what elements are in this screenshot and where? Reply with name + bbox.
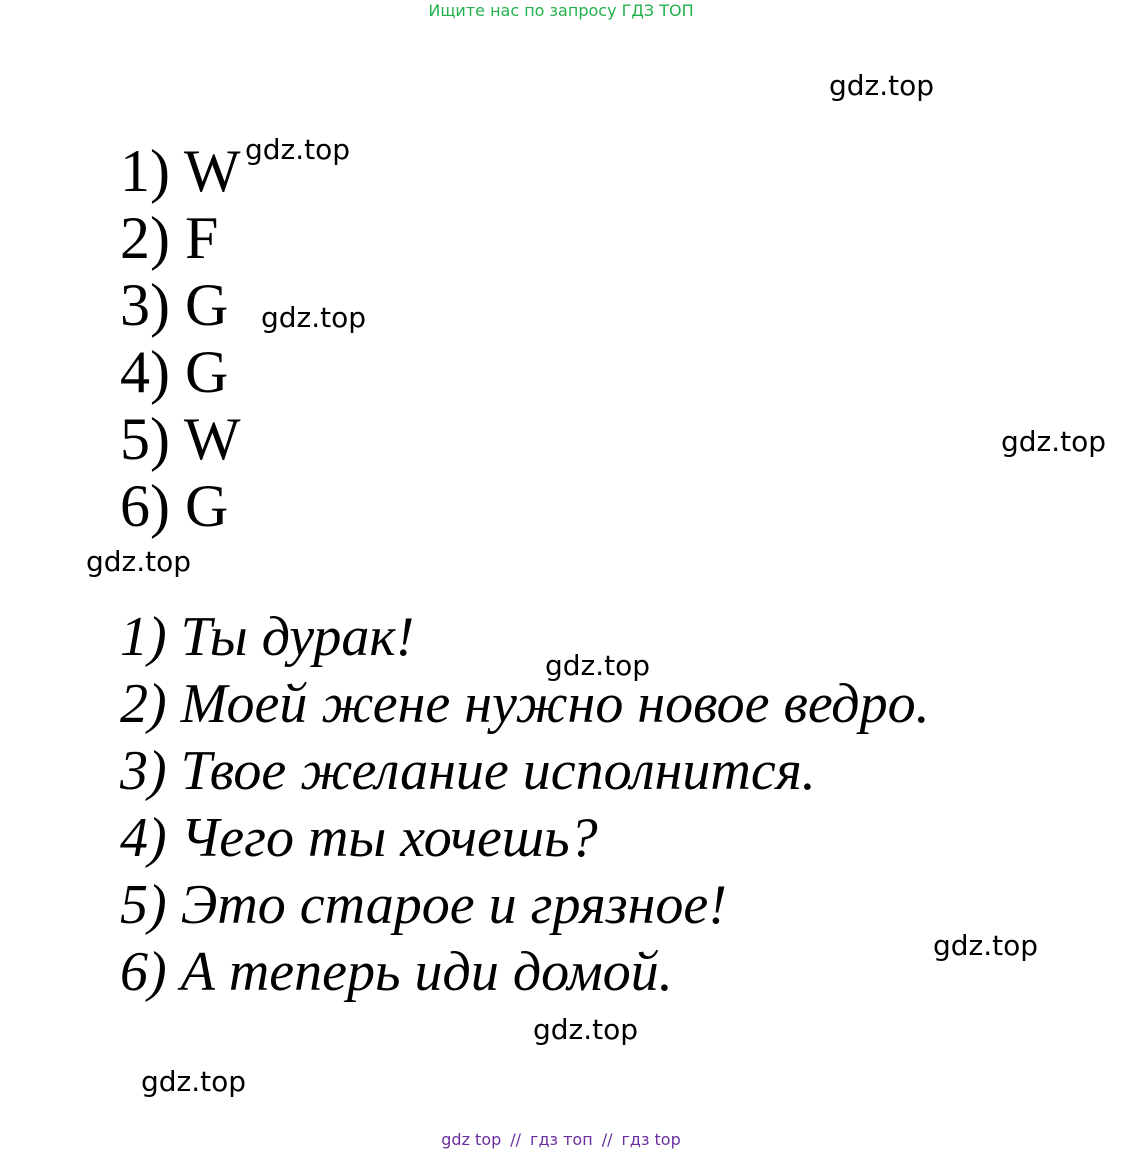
top-banner: Ищите нас по запросу ГДЗ ТОП	[428, 1, 694, 20]
answer-letter: F	[184, 205, 219, 271]
translation-number: 4)	[120, 807, 167, 869]
answer-item	[120, 406, 241, 473]
answer-number: 3)	[120, 272, 170, 338]
answer-letter: G	[184, 339, 229, 405]
translation-item	[120, 671, 930, 738]
translation-text: Ты дурак!	[180, 606, 415, 668]
translation-number: 6)	[120, 941, 167, 1003]
answer-item	[120, 138, 241, 205]
answer-letter: W	[183, 138, 241, 204]
footer-link[interactable]: gdz top	[441, 1130, 502, 1149]
answer-number: 6)	[120, 473, 170, 539]
answer-letter: G	[184, 473, 229, 539]
watermark: gdz.top	[1001, 425, 1107, 458]
footer-link[interactable]: гдз top	[621, 1130, 681, 1149]
footer-separator: //	[601, 1130, 613, 1149]
translation-text: Это старое и грязное!	[180, 874, 727, 936]
translation-text: Твое желание исполнится.	[180, 740, 816, 802]
translation-text: Моей жене нужно новое ведро.	[180, 673, 930, 735]
watermark: gdz.top	[245, 133, 351, 166]
translation-item	[120, 738, 930, 805]
answer-item	[120, 339, 241, 406]
translation-item	[120, 805, 930, 872]
translations-list	[120, 604, 930, 1006]
answer-number: 2)	[120, 205, 170, 271]
translation-text: А теперь иди домой.	[180, 941, 673, 1003]
answer-number: 4)	[120, 339, 170, 405]
watermark: gdz.top	[86, 545, 192, 578]
watermark: gdz.top	[533, 1013, 639, 1046]
answer-letter: G	[184, 272, 229, 338]
answer-number: 5)	[120, 406, 170, 472]
watermark: gdz.top	[933, 929, 1039, 962]
translation-number: 2)	[120, 673, 167, 735]
translation-item	[120, 604, 930, 671]
footer-link[interactable]: гдз топ	[530, 1130, 593, 1149]
footer-separator: //	[510, 1130, 522, 1149]
answer-letter: W	[183, 406, 241, 472]
answer-item	[120, 205, 241, 272]
watermark: gdz.top	[261, 301, 367, 334]
translation-number: 1)	[120, 606, 167, 668]
watermark: gdz.top	[545, 649, 651, 682]
answer-item	[120, 473, 241, 540]
answer-item	[120, 272, 241, 339]
translation-number: 3)	[120, 740, 167, 802]
footer-links	[0, 1130, 1122, 1149]
answer-number: 1)	[120, 138, 170, 204]
translation-item	[120, 872, 930, 939]
translation-text: Чего ты хочешь?	[180, 807, 598, 869]
translation-number: 5)	[120, 874, 167, 936]
watermark: gdz.top	[141, 1065, 247, 1098]
answers-list	[120, 138, 241, 540]
watermark: gdz.top	[829, 69, 935, 102]
translation-item	[120, 939, 930, 1006]
